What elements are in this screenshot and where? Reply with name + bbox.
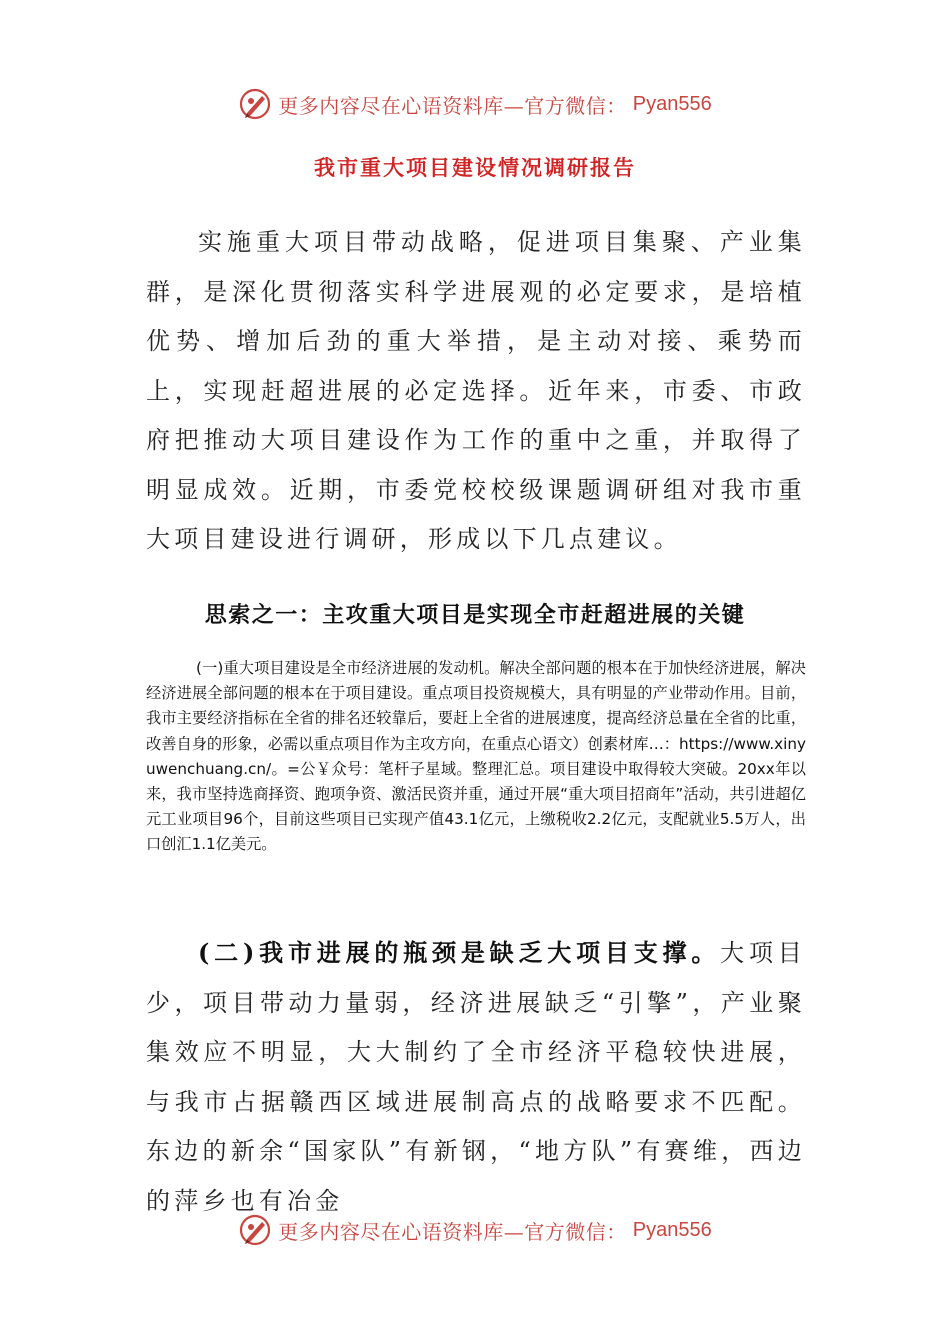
footer-banner-text: 更多内容尽在心语资料库—官方微信： [278,1219,627,1244]
pen-logo-icon [238,1213,272,1247]
header-banner-text: 更多内容尽在心语资料库—官方微信： [278,93,627,118]
header-banner [0,82,950,126]
footer-wechat-id: Pyan556 [632,1218,712,1241]
point-two-body: 大项目少，项目带动力量弱，经济进展缺乏“引擎”，产业聚集效应不明显，大大制约了全市经济平稳较快进展，与我市占据赣西区域进展制高点的战略要求不匹配。东边的新余“国家队”有新钢，“地方队”有赛维，西边的萍乡也有冶金 [146,939,806,1215]
footer-brand [238,1213,711,1247]
intro-paragraph: 实施重大项目带动战略，促进项目集聚、产业集群，是深化贯彻落实科学进展观的必定要求，是培植优势、增加后劲的重大举措，是主动对接、乘势而上，实现赶超进展的必定选择。近年来，市委、市政府把推动大项目建设作为工作的重中之重，并取得了明显成效。近期，市委党校校级课题调研组对我市重大项目建设进行调研，形成以下几点建议。 [146,228,806,553]
point-two-lead: (二)我市进展的瓶颈是缺乏大项目支撑。 [198,938,721,967]
point-two-paragraph [146,928,806,1226]
footer-banner [0,1208,950,1252]
page-title: 我市重大项目建设情况调研报告 [314,156,636,180]
pen-logo-icon [238,87,272,121]
header-brand [238,87,711,121]
header-wechat-id: Pyan556 [632,92,712,115]
point-one-paragraph: (一)重大项目建设是全市经济进展的发动机。解决全部问题的根本在于加快经济进展，解决经济进展全部问题的根本在于项目建设。重点项目投资规模大，具有明显的产业带动作用。目前，我市主要经济指标在全省的排名还较靠后，要赶上全省的进展速度，提高经济总量在全省的比重，改善自身的形象，必需以重点项目作为主攻方向，在重点心语文）创素材库…：https://www.xinyuwenchuang.cn/。=公￥众号：笔杆子星域。整理汇总。项目建设中取得较大突破。20xx年以来，我市坚持选商择资、跑项争资、激活民资并重，通过开展“重大项目招商年”活动，共引进超亿元工业项目96个，目前这些项目已实现产值43.1亿元，上缴税收2.2亿元，支配就业5.5万人，出口创汇1.1亿美元。 [146,659,806,854]
section-heading: 思索之一：主攻重大项目是实现全市赶超进展的关键 [204,603,746,628]
